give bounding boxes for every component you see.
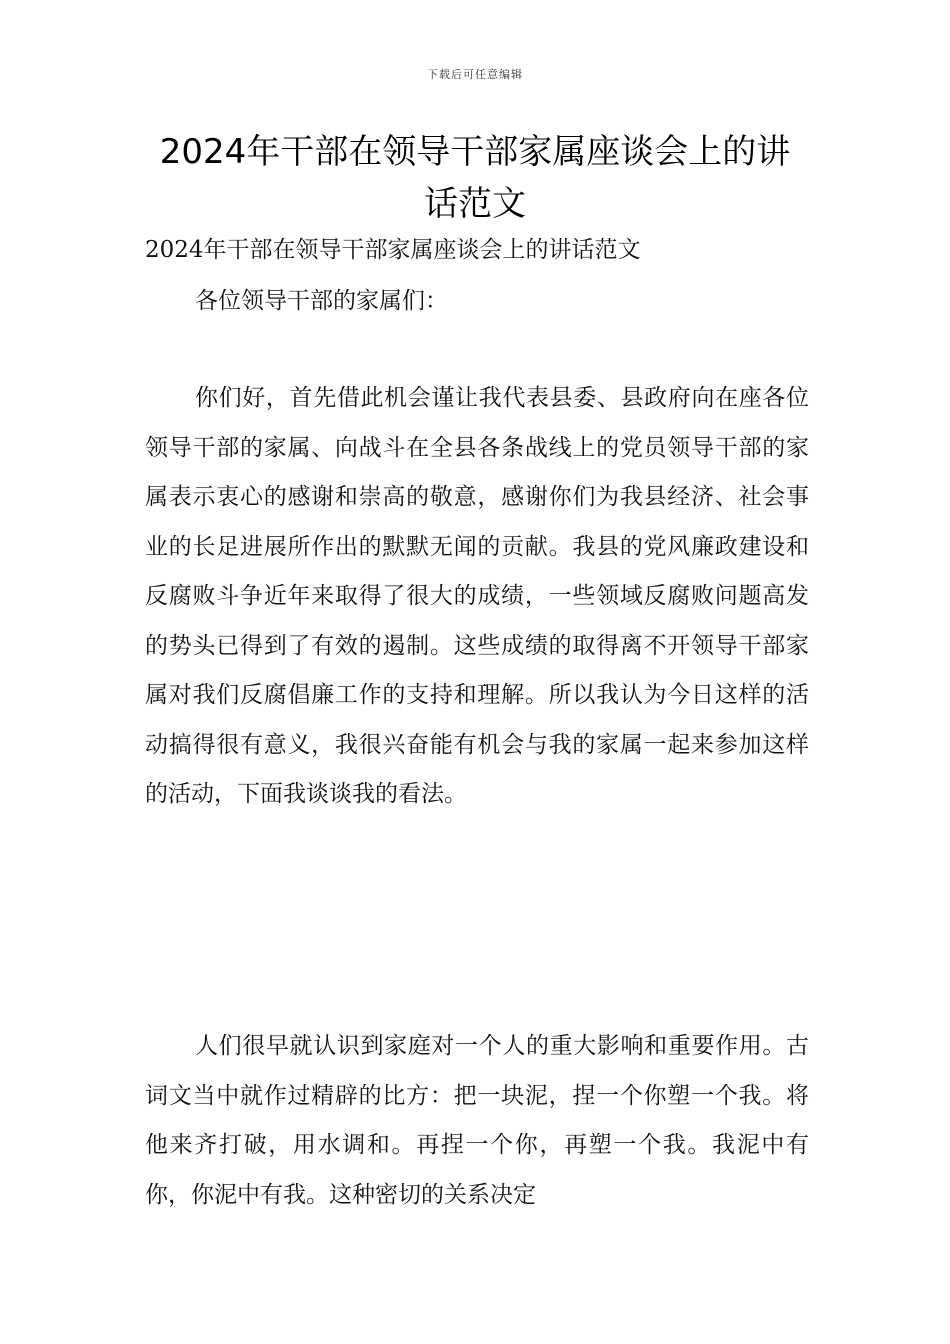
body-paragraph-1: 你们好，首先借此机会谨让我代表县委、县政府向在座各位领导干部的家属、向战斗在全县各条战线上的党员领导干部的家属表示衷心的感谢和崇高的敬意，感谢你们为我县经济、社会事业的长足进展所作出的默默无闻的贡献。我县的党风廉政建设和反腐败斗争近年来取得了很大的成绩，一些领域反腐败问题高发的势头已得到了有效的遏制。这些成绩的取得离不开领导干部家属对我们反腐倡廉工作的支持和理解。所以我认为今日这样的活动搞得很有意义，我很兴奋能有机会与我的家属一起来参加这样的活动，下面我谈谈我的看法。 [145, 385, 809, 807]
document-title: 2024年干部在领导干部家属座谈会上的讲话范文 [159, 132, 791, 224]
body-paragraph-2: 人们很早就认识到家庭对一个人的重大影响和重要作用。古词文当中就作过精辟的比方：把一块泥，捏一个你塑一个我。将他来齐打破，用水调和。再捏一个你，再塑一个我。我泥中有你，你泥中有我。这种密切的关系决定 [145, 1033, 809, 1208]
document-subtitle: 2024年干部在领导干部家属座谈会上的讲话范文 [145, 237, 641, 263]
header-note: 下载后可任意编辑 [427, 68, 523, 81]
salutation: 各位领导干部的家属们： [195, 288, 448, 314]
